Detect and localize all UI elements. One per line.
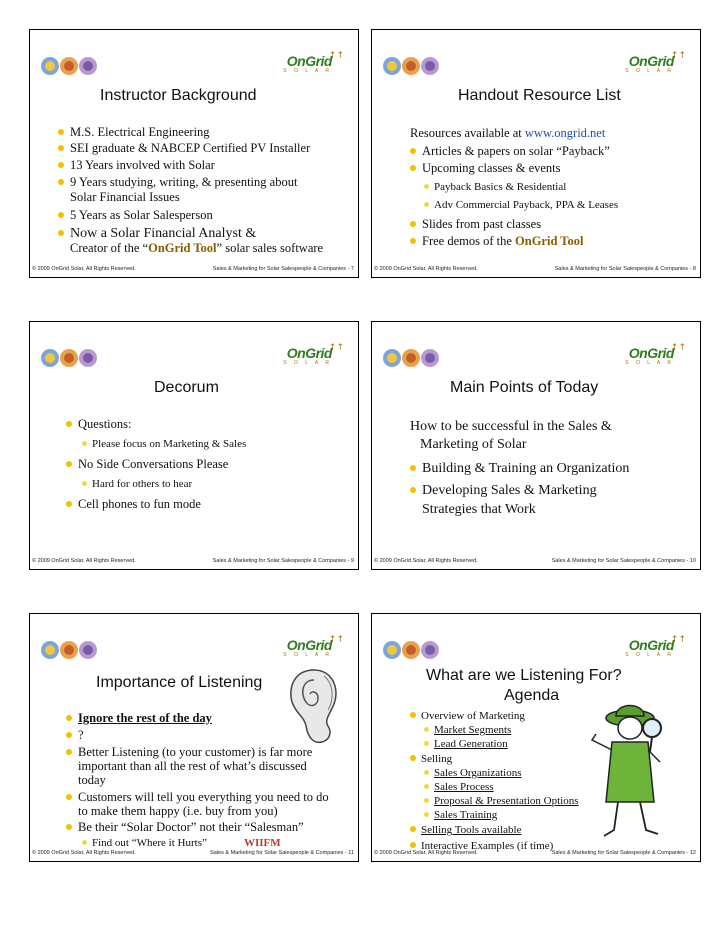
list-item: Better Listening (to your customer) is far more: [66, 745, 312, 760]
bullet-icon: [66, 749, 72, 755]
list-item: M.S. Electrical Engineering: [58, 125, 210, 140]
bullet-icon: [58, 230, 64, 236]
footer-page: Sales & Marketing for Solar Salespeople & Companies - 12: [551, 850, 696, 856]
bullet-icon: [66, 421, 72, 427]
brand-name: OnGrid: [628, 345, 674, 361]
list-item: Selling: [410, 752, 452, 766]
brand-sub: S O L A R: [625, 652, 674, 658]
sub-item: Sales Process: [424, 780, 494, 794]
bullet-icon: [410, 238, 416, 244]
sub-item: Proposal & Presentation Options: [424, 794, 579, 808]
sub-item: Sales Training: [424, 808, 497, 822]
arrows-icon: ↑↑: [670, 343, 686, 353]
bullet-icon: [410, 165, 416, 171]
ongrid-logo: [624, 53, 686, 83]
sub-item: Payback Basics & Residential: [424, 180, 566, 194]
brand-name: OnGrid: [286, 53, 332, 69]
slide-title: Handout Resource List: [458, 87, 621, 104]
footer-copyright: © 2009 OnGrid Solar, All Rights Reserved.: [374, 266, 478, 272]
footer-copyright: © 2009 OnGrid Solar, All Rights Reserved.: [374, 558, 478, 564]
bullet-icon: [410, 842, 416, 848]
list-item: Now a Solar Financial Analyst &: [58, 225, 256, 242]
sub-item: Find out “Where it Hurts”: [82, 836, 207, 850]
bullet-icon: [66, 824, 72, 830]
sub-item: Lead Generation: [424, 737, 508, 751]
ongrid-tool-highlight: OnGrid Tool: [148, 241, 217, 255]
list-item-continued: to make them happy (i.e. buy from you): [78, 804, 278, 818]
footer-page: Sales & Marketing for Solar Salespeople & Companies - 7: [212, 266, 354, 272]
bullet-icon: [58, 212, 64, 218]
footer-page: Sales & Marketing for Solar Salespeople & Companies - 8: [554, 266, 696, 272]
list-item: Cell phones to fun mode: [66, 497, 201, 512]
arrows-icon: ↑↑: [328, 51, 344, 61]
list-item: Interactive Examples (if time): [410, 839, 553, 853]
slide-instructor-background: [29, 29, 359, 278]
solar-circles-logo: [382, 639, 440, 661]
bullet-icon: [58, 179, 64, 185]
solar-circles-logo: [382, 347, 440, 369]
sub-bullet-icon: [424, 770, 429, 775]
slide-title: Main Points of Today: [450, 379, 599, 396]
ongrid-logo: [282, 637, 344, 667]
list-item: Selling Tools available: [410, 823, 521, 837]
sub-bullet-icon: [424, 784, 429, 789]
bullet-icon: [66, 794, 72, 800]
footer-page: Sales & Marketing for Solar Salespeople & Companies - 9: [212, 558, 354, 564]
bullet-icon: [58, 162, 64, 168]
list-item: Free demos of the OnGrid Tool: [410, 234, 583, 249]
arrows-icon: ↑↑: [328, 635, 344, 645]
brand-sub: S O L A R: [283, 360, 332, 366]
solar-circles-logo: [40, 347, 98, 369]
brand-sub: S O L A R: [283, 68, 332, 74]
slide-title: Instructor Background: [100, 87, 257, 104]
slide-subtitle: Agenda: [504, 687, 560, 704]
sub-bullet-icon: [424, 812, 429, 817]
list-item: ?: [66, 728, 84, 743]
sub-bullet-icon: [424, 798, 429, 803]
sub-bullet-icon: [424, 727, 429, 732]
sub-bullet-icon: [82, 840, 87, 845]
brand-sub: S O L A R: [625, 68, 674, 74]
footer-page: Sales & Marketing for Solar Salespeople & Companies - 10: [551, 558, 696, 564]
bullet-icon: [66, 501, 72, 507]
bullet-icon: [66, 732, 72, 738]
list-item-continued: Solar Financial Issues: [70, 190, 180, 204]
sub-bullet-icon: [424, 741, 429, 746]
sub-item: Sales Organizations: [424, 766, 521, 780]
list-item-continued: important than all the rest of what’s discussed: [78, 759, 307, 773]
brand-sub: S O L A R: [283, 652, 332, 658]
bullet-icon: [410, 487, 416, 493]
wiifm-label: WIIFM: [244, 837, 281, 849]
ongrid-logo: [624, 345, 686, 375]
list-item: Questions:: [66, 417, 131, 432]
brand-name: OnGrid: [286, 637, 332, 653]
slide-importance-of-listening: [29, 613, 359, 862]
sub-bullet-icon: [82, 441, 87, 446]
list-item: Building & Training an Organization: [410, 460, 629, 477]
slide-title: What are we Listening For?: [426, 667, 622, 684]
sub-bullet-icon: [424, 202, 429, 207]
list-item: Slides from past classes: [410, 217, 541, 232]
list-item: 13 Years involved with Solar: [58, 158, 215, 173]
list-item: Be their “Solar Doctor” not their “Salesman”: [66, 820, 304, 835]
sub-item: Please focus on Marketing & Sales: [82, 437, 246, 451]
slide-main-points: [371, 321, 701, 570]
bullet-icon: [410, 826, 416, 832]
list-item: Upcoming classes & events: [410, 161, 561, 176]
list-item: Overview of Marketing: [410, 709, 525, 723]
list-item: 9 Years studying, writing, & presenting about: [58, 175, 297, 190]
bullet-icon: [66, 715, 72, 721]
brand-name: OnGrid: [286, 345, 332, 361]
arrows-icon: ↑↑: [670, 635, 686, 645]
intro-line: How to be successful in the Sales &: [410, 419, 612, 434]
sub-bullet-icon: [424, 184, 429, 189]
footer-page: Sales & Marketing for Solar Salespeople & Companies - 11: [210, 850, 354, 856]
ongrid-website-link[interactable]: www.ongrid.net: [524, 126, 606, 140]
list-item: Developing Sales & Marketing: [410, 482, 597, 499]
ongrid-logo: [282, 53, 344, 83]
slide-title: Importance of Listening: [96, 674, 263, 691]
ongrid-logo: [282, 345, 344, 375]
footer-copyright: © 2009 OnGrid Solar, All Rights Reserved.: [32, 266, 136, 272]
list-item: Articles & papers on solar “Payback”: [410, 144, 610, 159]
list-item: 5 Years as Solar Salesperson: [58, 208, 213, 223]
bullet-icon: [410, 755, 416, 761]
intro-line-continued: Marketing of Solar: [420, 437, 527, 452]
ongrid-logo: [624, 637, 686, 667]
footer-copyright: © 2009 OnGrid Solar, All Rights Reserved.: [374, 850, 478, 856]
bullet-icon: [410, 712, 416, 718]
bullet-icon: [58, 145, 64, 151]
solar-circles-logo: [40, 55, 98, 77]
solar-circles-logo: [382, 55, 440, 77]
bullet-icon: [410, 148, 416, 154]
footer-copyright: © 2009 OnGrid Solar, All Rights Reserved.: [32, 558, 136, 564]
sub-item: Market Segments: [424, 723, 511, 737]
sub-item: Adv Commercial Payback, PPA & Leases: [424, 198, 618, 212]
ear-illustration: [284, 666, 342, 748]
list-item-continued: today: [78, 773, 106, 787]
resources-intro: Resources available at www.ongrid.net: [410, 126, 606, 140]
footer-copyright: © 2009 OnGrid Solar, All Rights Reserved.: [32, 850, 136, 856]
list-item: No Side Conversations Please: [66, 457, 228, 472]
arrows-icon: ↑↑: [328, 343, 344, 353]
slide-title: Decorum: [154, 379, 219, 396]
bullet-icon: [410, 221, 416, 227]
bullet-icon: [410, 465, 416, 471]
list-item: Ignore the rest of the day: [66, 711, 212, 726]
bullet-icon: [58, 129, 64, 135]
sub-item: Hard for others to hear: [82, 477, 192, 491]
ongrid-tool-highlight: OnGrid Tool: [515, 234, 584, 248]
brand-sub: S O L A R: [625, 360, 674, 366]
slide-agenda: [371, 613, 701, 862]
brand-name: OnGrid: [628, 637, 674, 653]
slide-decorum: [29, 321, 359, 570]
slide-handout-resource-list: [371, 29, 701, 278]
list-item: SEI graduate & NABCEP Certified PV Installer: [58, 141, 310, 156]
solar-circles-logo: [40, 639, 98, 661]
list-item-continued: Strategies that Work: [422, 502, 536, 517]
brand-name: OnGrid: [628, 53, 674, 69]
creator-line: Creator of the “OnGrid Tool” solar sales software: [70, 241, 324, 255]
arrows-icon: ↑↑: [670, 51, 686, 61]
sub-bullet-icon: [82, 481, 87, 486]
detective-illustration: [590, 690, 682, 840]
list-item: Customers will tell you everything you need to do: [66, 790, 329, 805]
bullet-icon: [66, 461, 72, 467]
